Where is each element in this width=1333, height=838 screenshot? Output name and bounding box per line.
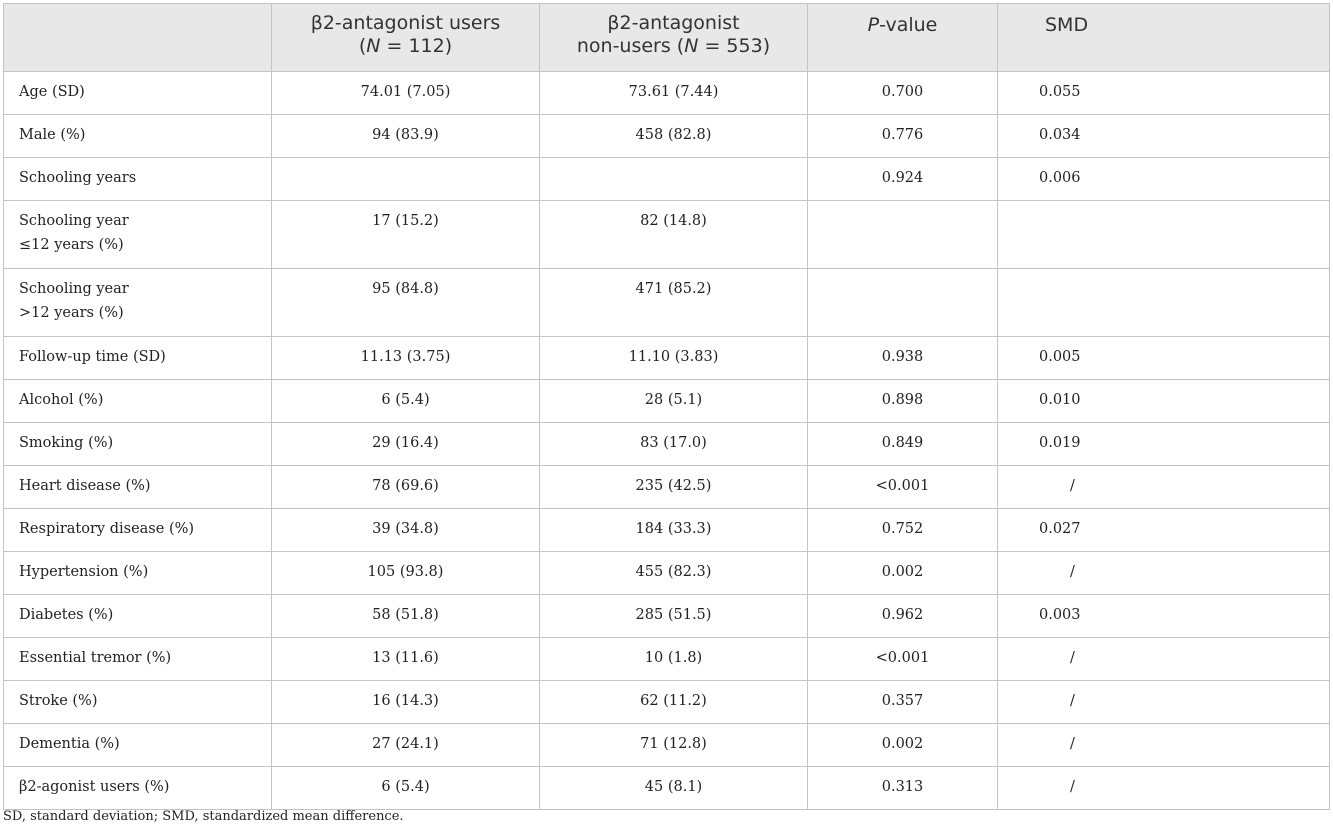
- table-row: [4, 201, 1330, 269]
- table-row: [4, 767, 1330, 810]
- smd-value: 0.010: [998, 380, 1330, 423]
- users-value: 94 (83.9): [272, 115, 540, 158]
- row-label: β2-agonist users (%): [4, 767, 272, 810]
- row-label-line1: Schooling year: [19, 281, 129, 297]
- p-value: 0.752: [808, 509, 998, 552]
- p-value: <0.001: [808, 466, 998, 509]
- header-nonusers-line2-post: = 553): [698, 35, 771, 57]
- users-value: 27 (24.1): [272, 724, 540, 767]
- smd-value: /: [998, 724, 1330, 767]
- nonusers-value: 458 (82.8): [540, 115, 808, 158]
- smd-value: 0.005: [998, 337, 1330, 380]
- header-users-n: N: [366, 35, 381, 57]
- users-value: 17 (15.2): [272, 201, 540, 269]
- table-row: [4, 337, 1330, 380]
- users-value: 105 (93.8): [272, 552, 540, 595]
- table-footnote: SD, standard deviation; SMD, standardized mean difference.: [3, 809, 404, 824]
- baseline-characteristics-table: [3, 3, 1330, 810]
- smd-value: 0.055: [998, 72, 1330, 115]
- nonusers-value: 28 (5.1): [540, 380, 808, 423]
- users-value: 6 (5.4): [272, 380, 540, 423]
- nonusers-value: [540, 158, 808, 201]
- smd-value: 0.027: [998, 509, 1330, 552]
- p-value: 0.002: [808, 552, 998, 595]
- header-empty-cell: [4, 4, 272, 72]
- table-row: [4, 423, 1330, 466]
- table-row: [4, 466, 1330, 509]
- smd-value: 0.006: [998, 158, 1330, 201]
- p-value: 0.898: [808, 380, 998, 423]
- smd-value: /: [998, 638, 1330, 681]
- table-row: [4, 638, 1330, 681]
- users-value: [272, 158, 540, 201]
- row-label: Follow-up time (SD): [4, 337, 272, 380]
- p-value: 0.849: [808, 423, 998, 466]
- nonusers-value: 73.61 (7.44): [540, 72, 808, 115]
- row-label-line2: ≤12 years (%): [19, 237, 124, 253]
- row-label: [4, 269, 272, 337]
- smd-value: /: [998, 466, 1330, 509]
- nonusers-value: 45 (8.1): [540, 767, 808, 810]
- nonusers-value: 471 (85.2): [540, 269, 808, 337]
- table-row: [4, 269, 1330, 337]
- header-smd: SMD: [998, 4, 1330, 72]
- header-nonusers-line2-pre: non-users (: [576, 35, 685, 57]
- header-users-line1: β2-antagonist users: [310, 12, 501, 34]
- smd-value: [998, 269, 1330, 337]
- users-value: 78 (69.6): [272, 466, 540, 509]
- table-row: [4, 158, 1330, 201]
- users-value: 58 (51.8): [272, 595, 540, 638]
- table-row: [4, 509, 1330, 552]
- nonusers-value: 10 (1.8): [540, 638, 808, 681]
- row-label: Male (%): [4, 115, 272, 158]
- p-value: <0.001: [808, 638, 998, 681]
- smd-value: 0.034: [998, 115, 1330, 158]
- nonusers-value: 184 (33.3): [540, 509, 808, 552]
- row-label: Respiratory disease (%): [4, 509, 272, 552]
- users-value: 95 (84.8): [272, 269, 540, 337]
- nonusers-value: 82 (14.8): [540, 201, 808, 269]
- smd-value: /: [998, 552, 1330, 595]
- p-value: 0.313: [808, 767, 998, 810]
- users-value: 16 (14.3): [272, 681, 540, 724]
- table-row: [4, 681, 1330, 724]
- row-label: Alcohol (%): [4, 380, 272, 423]
- row-label: Dementia (%): [4, 724, 272, 767]
- table-row: [4, 552, 1330, 595]
- row-label: Age (SD): [4, 72, 272, 115]
- row-label: Hypertension (%): [4, 552, 272, 595]
- header-p-value: [808, 4, 998, 72]
- smd-value: 0.019: [998, 423, 1330, 466]
- p-value: 0.700: [808, 72, 998, 115]
- table-row: [4, 724, 1330, 767]
- smd-value: /: [998, 681, 1330, 724]
- p-value: [808, 201, 998, 269]
- table-row: [4, 115, 1330, 158]
- row-label: Diabetes (%): [4, 595, 272, 638]
- users-value: 74.01 (7.05): [272, 72, 540, 115]
- users-value: 13 (11.6): [272, 638, 540, 681]
- table-row: [4, 595, 1330, 638]
- p-value: 0.776: [808, 115, 998, 158]
- p-value: [808, 269, 998, 337]
- users-value: 6 (5.4): [272, 767, 540, 810]
- smd-value: [998, 201, 1330, 269]
- nonusers-value: 62 (11.2): [540, 681, 808, 724]
- smd-value: /: [998, 767, 1330, 810]
- row-label: Heart disease (%): [4, 466, 272, 509]
- p-value: 0.938: [808, 337, 998, 380]
- nonusers-value: 455 (82.3): [540, 552, 808, 595]
- p-value: 0.924: [808, 158, 998, 201]
- nonusers-value: 71 (12.8): [540, 724, 808, 767]
- nonusers-value: 11.10 (3.83): [540, 337, 808, 380]
- p-value: 0.962: [808, 595, 998, 638]
- nonusers-value: 285 (51.5): [540, 595, 808, 638]
- header-nonusers-n: N: [684, 35, 699, 57]
- row-label: Smoking (%): [4, 423, 272, 466]
- users-value: 29 (16.4): [272, 423, 540, 466]
- smd-value: 0.003: [998, 595, 1330, 638]
- table-row: [4, 380, 1330, 423]
- nonusers-value: 83 (17.0): [540, 423, 808, 466]
- row-label-line1: Schooling year: [19, 213, 129, 229]
- row-label: Essential tremor (%): [4, 638, 272, 681]
- table-row: [4, 72, 1330, 115]
- header-row: [4, 4, 1330, 72]
- row-label: Schooling years: [4, 158, 272, 201]
- users-value: 11.13 (3.75): [272, 337, 540, 380]
- header-users-line2-post: = 112): [380, 35, 453, 57]
- nonusers-value: 235 (42.5): [540, 466, 808, 509]
- row-label: Stroke (%): [4, 681, 272, 724]
- users-value: 39 (34.8): [272, 509, 540, 552]
- row-label: [4, 201, 272, 269]
- p-value: 0.002: [808, 724, 998, 767]
- header-nonusers: [540, 4, 808, 72]
- header-nonusers-line1: β2-antagonist: [607, 12, 740, 34]
- header-users-line2-pre: (: [358, 35, 367, 57]
- header-users: [272, 4, 540, 72]
- header-p-rest: -value: [879, 14, 938, 36]
- header-p-italic: P: [867, 14, 880, 36]
- row-label-line2: >12 years (%): [19, 305, 124, 321]
- p-value: 0.357: [808, 681, 998, 724]
